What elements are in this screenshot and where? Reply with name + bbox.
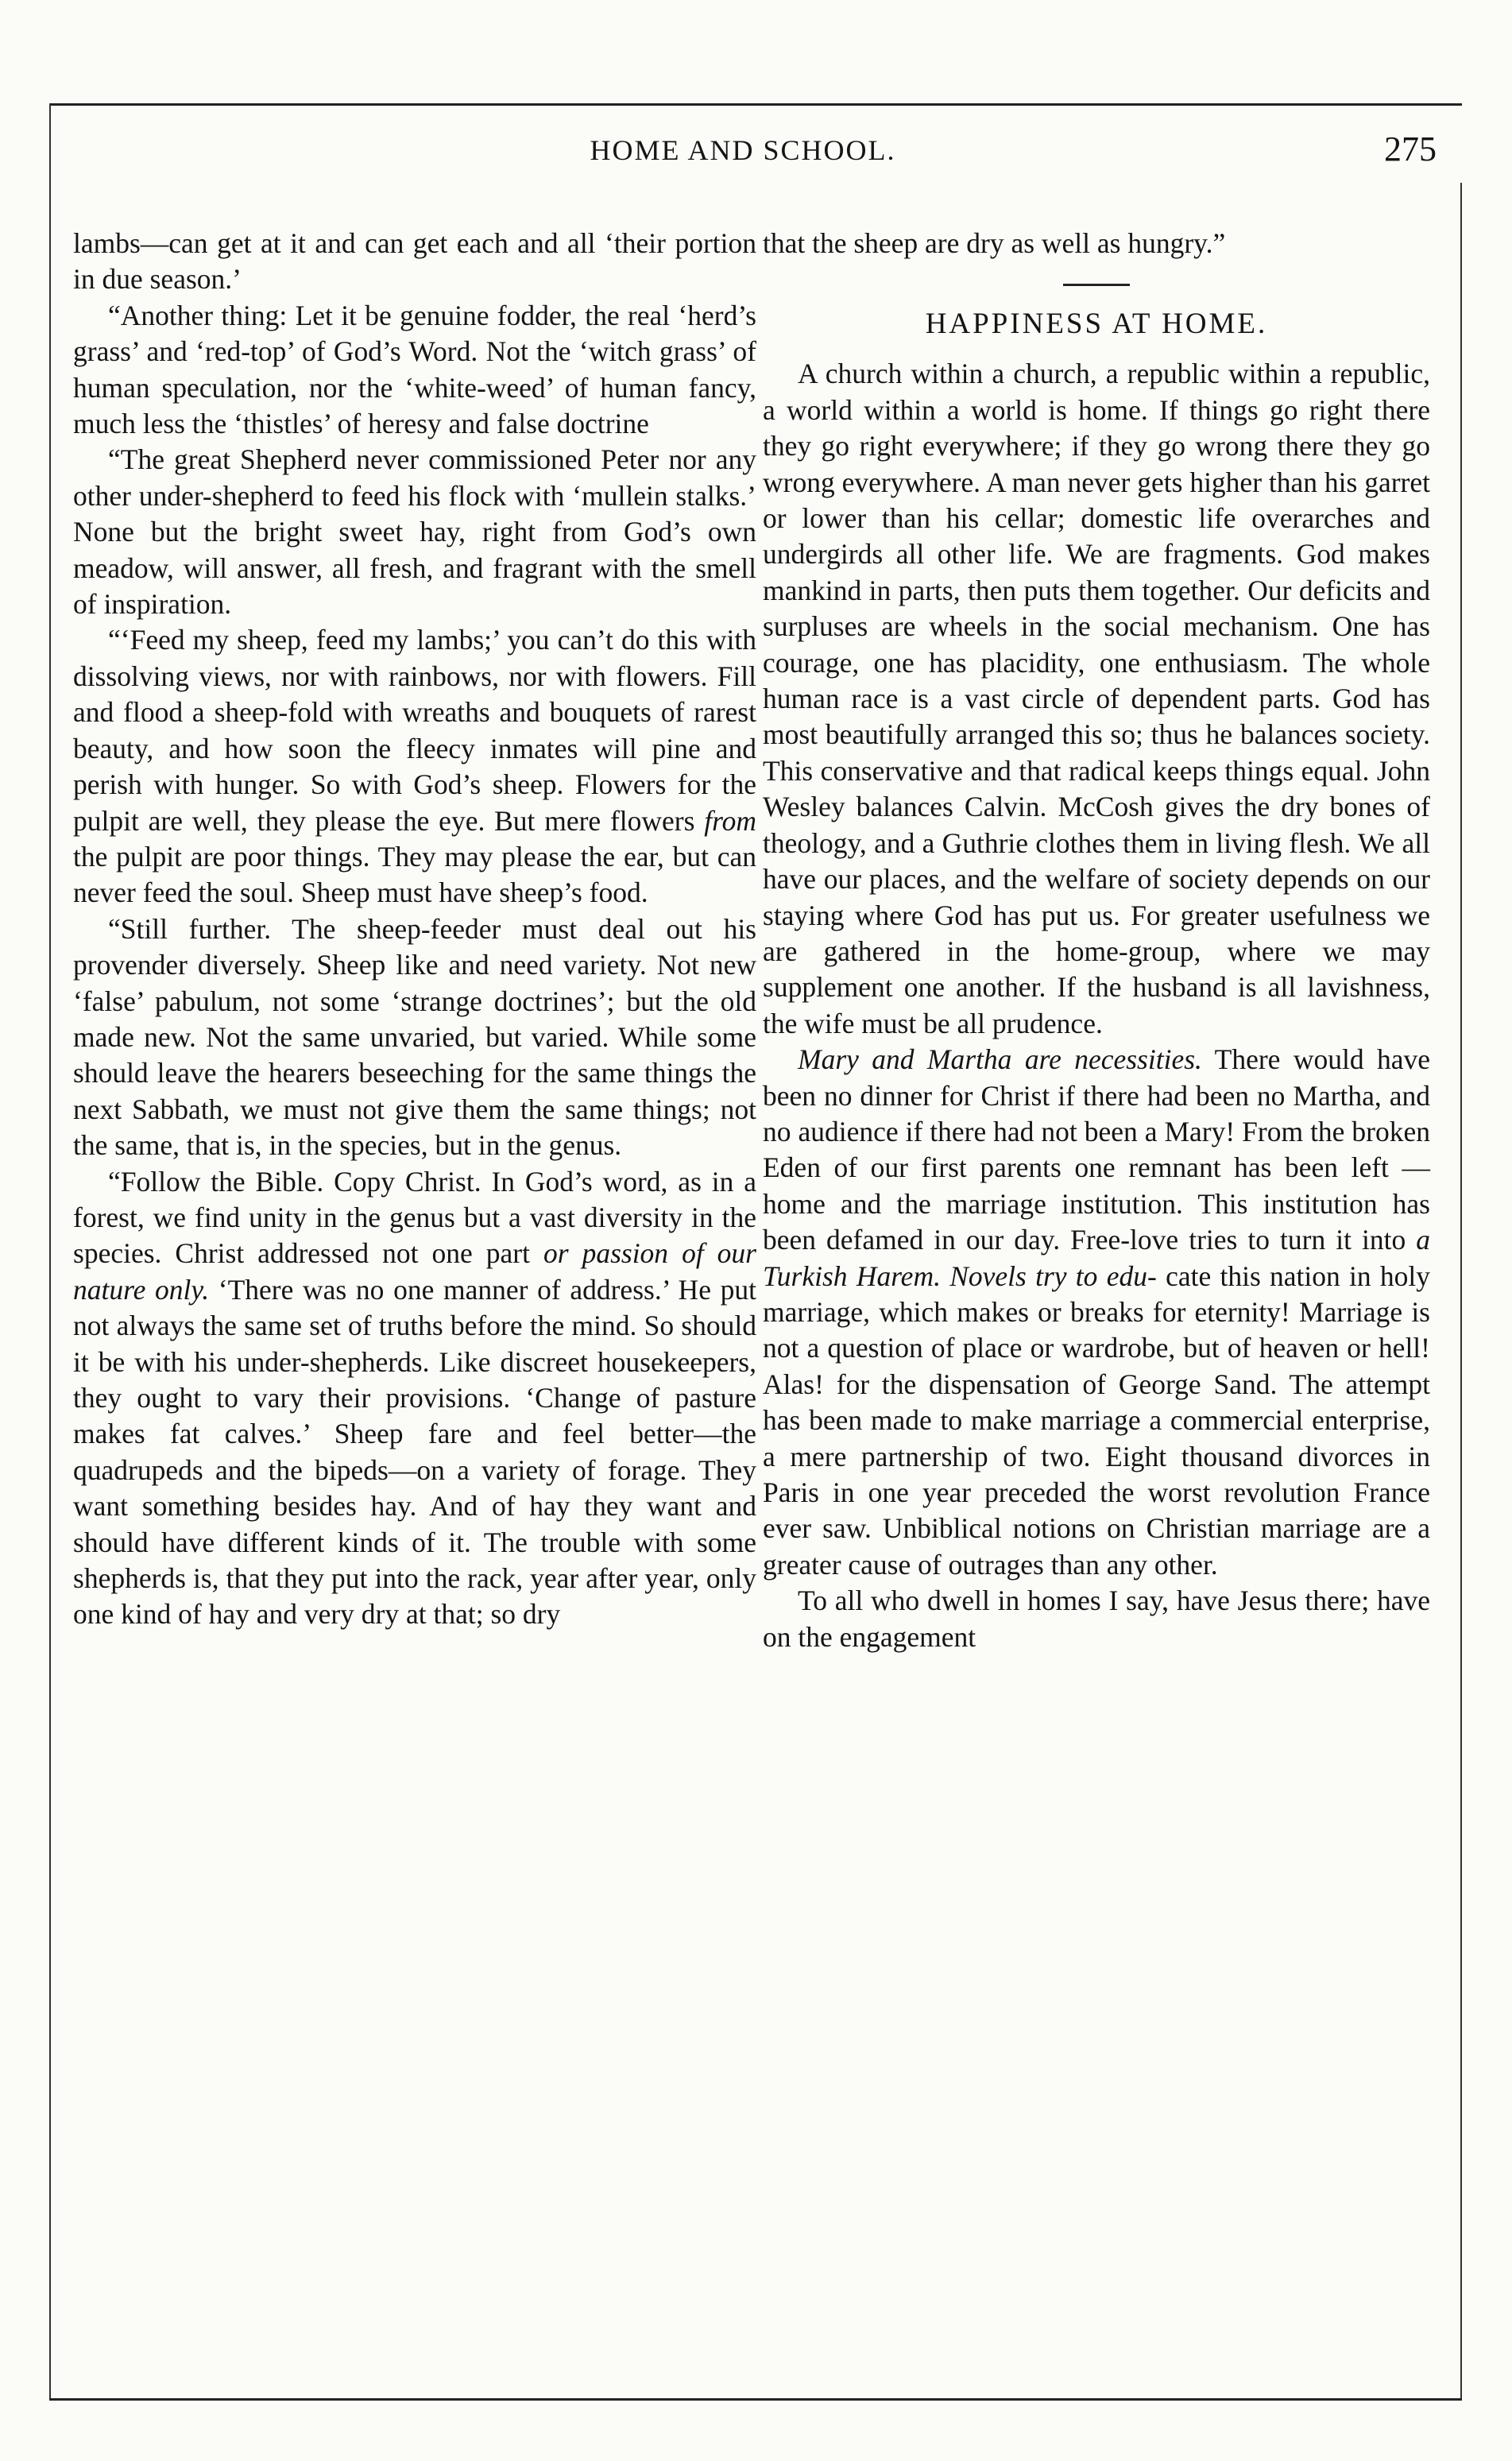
section-title: HAPPINESS AT HOME. <box>925 308 1268 341</box>
running-head: HOME AND SCHOOL. <box>590 134 896 166</box>
left-column <box>73 226 756 1633</box>
page-header <box>49 130 1437 181</box>
right-paragraph-3-italic: Mary and Martha are necessities. <box>798 1043 1202 1076</box>
left-paragraph-2: “Another thing: Let it be genuine fodder, the real ‘herd’s grass’ and ‘red-top’ of God’s Word. Not the ‘witch grass’ of human speculation, nor the ‘white-weed’ of human fancy, much less the ‘thistles’ of heresy and false doctrine <box>73 299 756 440</box>
left-paragraph-4-end: the pulpit are poor things. They may please the ear, but can never feed the soul. Sheep must have sheep’s food. <box>73 840 756 909</box>
left-paragraph-4-italic: from <box>704 804 757 837</box>
right-paragraph-1: that the sheep are dry as well as hungry.” <box>763 227 1226 259</box>
section-divider-rule <box>1063 284 1130 286</box>
left-paragraph-5: “Still further. The sheep-feeder must deal out his provender diversely. Sheep like and need variety. Not new ‘false’ pabulum, not some ‘strange doctrines’; but the old made new. Not the same unvaried, but varied. While some should leave the hearers beseeching for the same things the next Sabbath, we must not give them the same things; not the same, that is, in the species, but in the genus. <box>73 912 756 1162</box>
right-paragraph-3-text: There would have been no dinner for Christ if there had been no Martha, and no audience if there had not been a Mary! From the broken Eden of our first parents one remnant has been left —home and the marriage institution. This institution has been defamed in our day. Free-love tries to turn it into <box>763 1043 1430 1256</box>
left-paragraph-6-text: “Follow the Bible. Copy Christ. In God’s word, as in a forest, we find unity in the genus but a vast diversity in the species. Christ addressed not one part <box>73 1165 756 1270</box>
right-paragraph-3-italic-2: a Turkish Harem. Novels try to edu- <box>763 1224 1431 1292</box>
top-border-rule <box>49 103 1462 106</box>
left-paragraph-6 <box>73 1164 756 1633</box>
right-paragraph-3-end: cate this nation in holy marriage, which makes or breaks for eternity! Marriage is not a question of place or wardrobe, but of heaven or hell! Alas! for the dispensation of George Sand. The attempt has been made to make marriage a commercial enterprise, a mere partnership of two. Eight thousand divorces in Paris in one year preceded the worst revolution France ever saw. Unbiblical notions on Christian marriage are a greater cause of outrages than any other. <box>763 1260 1431 1581</box>
left-paragraph-3: “The great Shepherd never commissioned Peter nor any other under-shepherd to feed his flock with ‘mullein stalks.’ None but the bright sweet hay, right from God’s own meadow, will answer, all fresh, and fragrant with the smell of inspiration. <box>73 443 756 621</box>
right-paragraph-4: To all who dwell in homes I say, have Jesus there; have on the engagement <box>763 1585 1430 1653</box>
left-paragraph-6-end: ‘There was no one manner of address.’ He put not always the same set of truths before the mind. So should it be with his under-shepherds. Like discreet housekeepers, they ought to vary their provisions. ‘Change of pasture makes fat calves.’ Sheep fare and feel better—the quadrupeds and the bipeds—on a variety of forage. They want something besides hay. And of hay they want and should have different kinds of it. The trouble with some shepherds is, that they put into the rack, year after year, only one kind of hay and very dry at that; so dry <box>73 1273 756 1631</box>
right-column <box>763 226 1430 1655</box>
right-border-rule <box>1460 183 1462 2400</box>
bottom-border-rule <box>49 2398 1462 2401</box>
right-paragraph-2: A church within a church, a republic within a republic, a world within a world is home. If things go right there they go right everywhere; if they go wrong there they go wrong everywhere. A man never gets higher than his garret or lower than his cellar; domestic life overarches and undergirds all other life. We are fragments. God makes mankind in parts, then puts them together. Our deficits and surpluses are wheels in the social mechanism. One has courage, one has placidity, one enthusiasm. The whole human race is a vast circle of dependent parts. God has most beautifully arranged this so; thus he balances society. This conservative and that radical keeps things equal. John Wesley balances Calvin. McCosh gives the dry bones of theology, and a Guthrie clothes them in living flesh. We all have our places, and the welfare of society depends on our staying where God has put us. For greater usefulness we are gathered in the home-group, where we may supplement one another. If the husband is all lavishness, the wife must be all prudence. <box>763 358 1430 1039</box>
left-paragraph-4 <box>73 622 756 911</box>
left-border-rule <box>49 103 51 2398</box>
left-paragraph-1: lambs—can get at it and can get each and all ‘their portion in due season.’ <box>73 227 756 296</box>
left-paragraph-4-text: “‘Feed my sheep, feed my lambs;’ you can’t do this with dissolving views, nor with rainbows, nor with flowers. Fill and flood a sheep-fold with wreaths and bouquets of rarest beauty, and how soon the fleecy inmates will pine and perish with hunger. So with God’s sheep. Flowers for the pulpit are well, they please the eye. But mere flowers <box>73 624 756 837</box>
left-paragraph-6-italic: or passion of our nature only. <box>73 1237 756 1306</box>
right-paragraph-3 <box>763 1042 1430 1583</box>
page-number: 275 <box>1384 130 1437 168</box>
